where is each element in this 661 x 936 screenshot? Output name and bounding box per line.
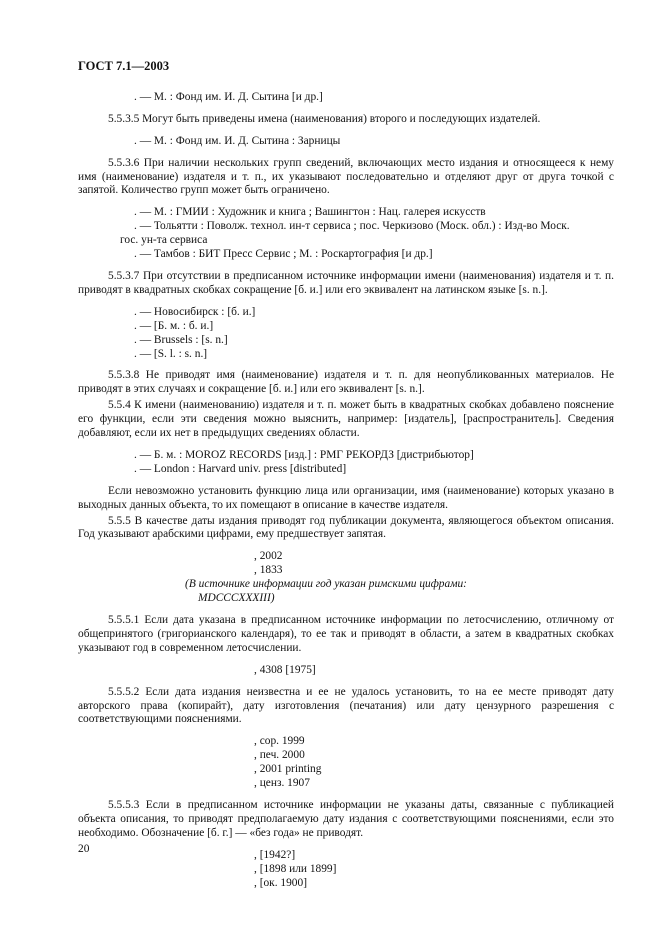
example-line-text: . — Тольятти : Поволж. технол. ин-т сервиса ; пос. Черкизово (Моск. обл.) : Изд-во Моск. [134, 220, 570, 233]
paragraph: 5.5.3.7 При отсутствии в предписанном источнике информации имени (наименования) издателя и т. п. приводят в квадратных скобках сокращение [б. и.] или его эквивалент на латинском языке [s. n.]. [78, 269, 614, 296]
example-line: . — М. : Фонд им. И. Д. Сытина : Зарницы [134, 134, 341, 147]
italic-note [78, 578, 614, 606]
date-example: , сор. 1999 [254, 735, 305, 748]
example-line: . — Тамбов : БИТ Пресс Сервис ; М. : Роскартография [и др.] [134, 248, 433, 261]
paragraph: 5.5.5.3 Если в предписанном источнике информации не указаны даты, связанные с публикацией объекта описания, то приводят предполагаемую дату издания с соответствующими пояснениями, если это необходимо. Обозначение [б. г.] — «без года» не приводят. [78, 798, 614, 839]
paragraph: 5.5.3.6 При наличии нескольких групп сведений, включающих место издания и относящееся к нему имя (наименование) издателя и т. п., их указывают последовательно и отделяют друг от друга точкой с запятой. Количество групп может быть ограничено. [78, 156, 614, 197]
italic-note-text: (В источнике информации год указан римскими цифрами: [185, 578, 467, 591]
example-line: . — М. : ГМИИ : Художник и книга ; Вашингтон : Нац. галерея искусств [134, 206, 486, 219]
date-example: , [ок. 1900] [254, 876, 307, 889]
spacer [78, 105, 614, 113]
paragraph: 5.5.5 В качестве даты издания приводят год публикации документа, являющегося объектом описания. Год указывают арабскими цифрами, ему предшествует запятая. [78, 514, 614, 541]
paragraph: 5.5.4 К имени (наименованию) издателя и т. п. может быть в квадратных скобках добавлено пояснение его функции, если эти сведения можно выяснить, например: [издатель], [распространитель]. Сведения добавляют, если их нет в предыдущих сведениях области. [78, 399, 614, 440]
example-line: . — [S. l. : s. n.] [134, 347, 208, 360]
date-example: , 1833 [254, 564, 283, 577]
spacer [78, 477, 614, 485]
italic-note-continuation: MDCCCXXXIII) [198, 592, 275, 605]
example-line: . — [Б. м. : б. и.] [134, 319, 214, 332]
date-example: , [1942?] [254, 848, 296, 861]
date-example: , 2002 [254, 550, 283, 563]
paragraph: Если невозможно установить функцию лица или организации, имя (наименование) которых указано в выходных данных объекта, то их помещают в описание в качестве издателя. [78, 484, 614, 511]
date-example: , 2001 printing [254, 763, 322, 776]
example-line: . — М. : Фонд им. И. Д. Сытина [и др.] [134, 90, 323, 103]
document-body [78, 91, 614, 891]
spacer [78, 262, 614, 270]
date-example: , ценз. 1907 [254, 777, 310, 790]
example-line: . — London : Harvard univ. press [distributed] [134, 462, 347, 475]
spacer [78, 361, 614, 369]
spacer [78, 606, 614, 614]
standard-header: ГОСТ 7.1—2003 [78, 59, 170, 73]
paragraph: 5.5.5.2 Если дата издания неизвестна и ее не удалось установить, то на ее месте приводят дату авторского права (копирайт), дату изготовления (печатания) или дату цензурного разрешения с соответствующими пояснениями. [78, 685, 614, 726]
document-page [78, 60, 614, 890]
date-example: , печ. 2000 [254, 749, 305, 762]
example-line-continuation: гос. ун-та сервиса [120, 234, 208, 247]
paragraph: 5.5.3.5 Могут быть приведены имена (наименования) второго и последующих издателей. [108, 112, 541, 125]
example-line: . — Brussels : [s. n.] [134, 333, 228, 346]
spacer [78, 791, 614, 799]
spacer [78, 678, 614, 686]
spacer [78, 149, 614, 157]
date-example: , 4308 [1975] [254, 663, 316, 676]
date-example: , [1898 или 1899] [254, 862, 337, 875]
paragraph: 5.5.3.8 Не приводят имя (наименование) издателя и т. п. для неопубликованных материалов. Не приводят в этих случаях и сокращение [б. и.] или его эквивалент [s. n.]. [78, 369, 614, 396]
example-line: . — Б. м. : MOROZ RECORDS [изд.] : РМГ РЕКОРДЗ [дистрибьютор] [134, 448, 474, 461]
example-line [78, 220, 614, 248]
example-line: . — Новосибирск : [б. и.] [134, 305, 256, 318]
page-number: 20 [78, 843, 90, 855]
paragraph: 5.5.5.1 Если дата указана в предписанном источнике информации по летосчислению, отличному от общепринятого (григорианского календаря), то ее так и приводят в области, а затем в квадратных скобках указывают год в современном летосчислении. [78, 614, 614, 654]
